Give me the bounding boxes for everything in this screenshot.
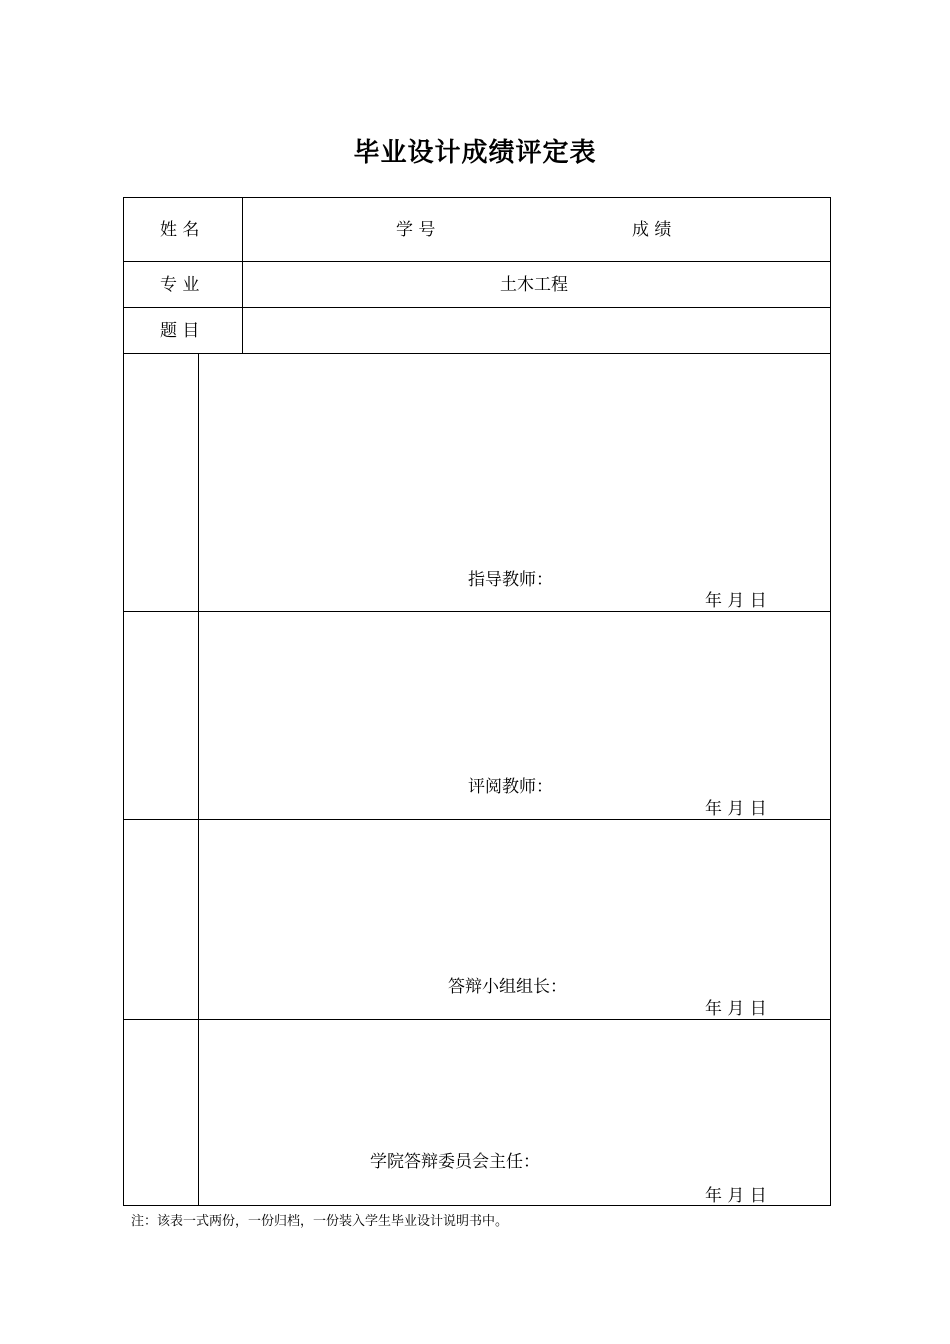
row-divider bbox=[124, 307, 830, 308]
defense-leader-signature-label: 答辩小组组长： bbox=[448, 977, 567, 997]
row-divider bbox=[124, 261, 830, 262]
footnote: 注：该表一式两份，一份归档，一份装入学生毕业设计说明书中。 bbox=[131, 1214, 509, 1229]
name-label: 姓 名 bbox=[160, 220, 200, 240]
row-divider bbox=[124, 1019, 830, 1020]
row-divider bbox=[124, 819, 830, 820]
row-divider bbox=[124, 611, 830, 612]
topic-label: 题 目 bbox=[160, 321, 200, 341]
advisor-date-label: 年 月 日 bbox=[705, 591, 767, 611]
major-label: 专 业 bbox=[160, 275, 200, 295]
reviewer-signature-label: 评阅教师： bbox=[468, 777, 553, 797]
header-column-divider bbox=[242, 198, 243, 353]
major-value: 土木工程 bbox=[500, 275, 568, 295]
defense-leader-date-label: 年 月 日 bbox=[705, 999, 767, 1019]
form-title: 毕业设计成绩评定表 bbox=[353, 138, 597, 168]
grade-form-table bbox=[123, 197, 831, 1206]
row-divider bbox=[124, 353, 830, 354]
reviewer-date-label: 年 月 日 bbox=[705, 799, 767, 819]
committee-chair-signature-label: 学院答辩委员会主任： bbox=[370, 1152, 540, 1172]
student-id-label: 学 号 bbox=[396, 220, 436, 240]
section-column-divider bbox=[198, 353, 199, 1206]
grade-label: 成 绩 bbox=[632, 220, 672, 240]
advisor-signature-label: 指导教师： bbox=[468, 570, 553, 590]
committee-chair-date-label: 年 月 日 bbox=[705, 1186, 767, 1206]
